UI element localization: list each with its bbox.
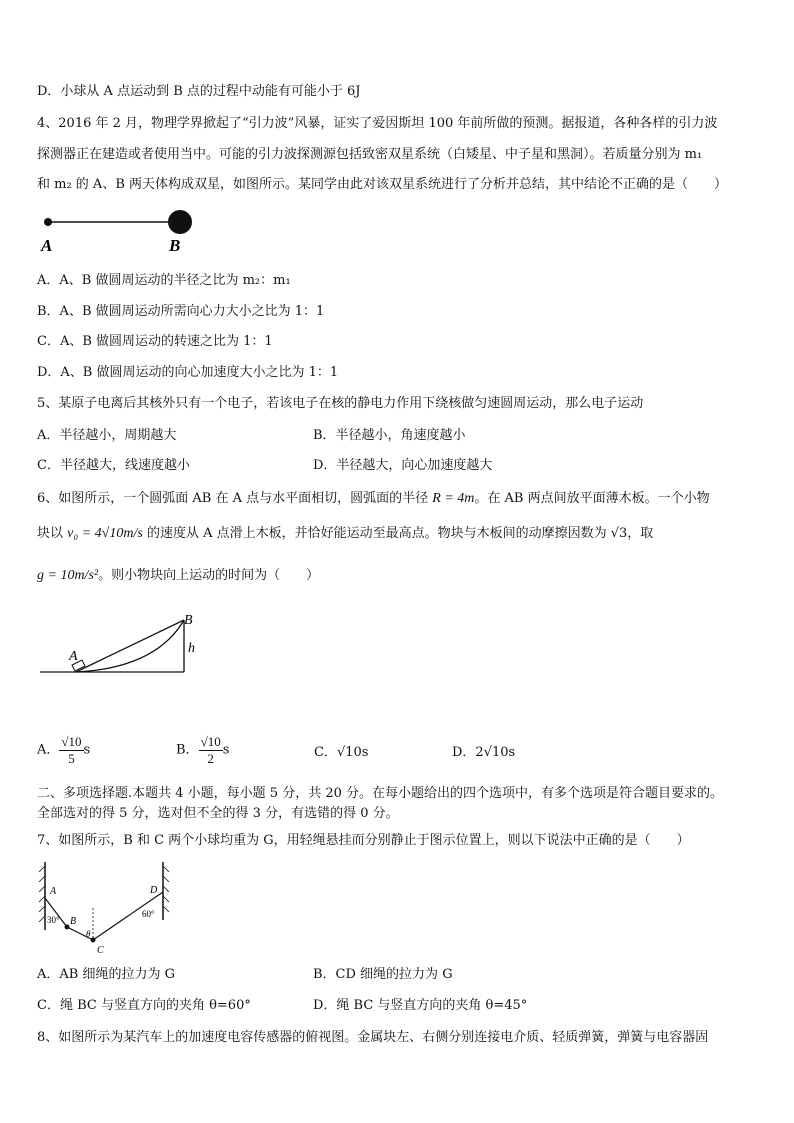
q6-option-b-num: √10 xyxy=(200,734,221,749)
q4-option-a: A．A、B 做圆周运动的半径之比为 m₂：m₁ xyxy=(37,273,291,288)
q6-option-b-fraction xyxy=(199,734,223,767)
q5-option-c: C．半径越大，线速度越小 xyxy=(37,458,190,473)
q7-stem: 7、如图所示，B 和 C 两个小球均重为 G，用轻绳悬挂而分别静止于图示位置上，则以下说法中正确的是（ ） xyxy=(37,833,690,848)
q6-stem-line2-b: 的速度从 A 点滑上木板，并恰好能运动至最高点。物块与木板间的动摩擦因数为 √3，取 xyxy=(142,526,654,541)
q7-option-a: A．AB 细绳的拉力为 G xyxy=(37,967,175,982)
fig7-label-c: C xyxy=(97,945,104,956)
hanging-balls-figure xyxy=(36,858,176,958)
star-a-label: A xyxy=(41,236,53,255)
star-a-dot xyxy=(44,218,52,226)
ball-c xyxy=(91,938,96,943)
q6-stem-line3 xyxy=(37,568,319,584)
q7-option-b: B．CD 细绳的拉力为 G xyxy=(313,967,453,982)
q6-radius: R = 4m xyxy=(432,491,475,506)
q5-option-a: A．半径越小，周期越大 xyxy=(37,428,177,443)
q6-option-a xyxy=(37,734,90,767)
q8-stem: 8、如图所示为某汽车上的加速度电容传感器的俯视图。金属块左、右侧分别连接电介质、轻质弹簧，弹簧与电容器固 xyxy=(37,1030,709,1045)
q6-option-b xyxy=(176,734,229,767)
q6-option-b-den: 2 xyxy=(207,751,214,766)
q6-option-c: C．√10s xyxy=(314,745,369,760)
q6-stem-line3-b: 。则小物块向上运动的时间为（ ） xyxy=(98,568,320,583)
q6-option-b-label: B． xyxy=(176,742,199,758)
board-line xyxy=(76,620,184,672)
q6-stem-line1-a: 6、如图所示，一个圆弧面 AB 在 A 点与水平面相切，圆弧面的半径 xyxy=(37,491,433,506)
fig7-label-a: A xyxy=(50,886,57,897)
q6-gravity: g = 10m/s² xyxy=(37,568,99,583)
q7-option-c: C．绳 BC 与竖直方向的夹角 θ=60° xyxy=(37,998,251,1013)
left-wall-hatch xyxy=(39,866,45,922)
q3-option-d: D．小球从 A 点运动到 B 点的过程中动能有可能小于 6J xyxy=(37,84,361,99)
q5-stem: 5、某原子电离后其核外只有一个电子，若该电子在核的静电力作用下绕核做匀速圆周运动，那么电子运动 xyxy=(37,396,644,411)
q4-option-d: D．A、B 做圆周运动的向心加速度大小之比为 1：1 xyxy=(37,365,339,380)
q4-stem-line1: 4、2016 年 2 月，物理学界掀起了“引力波”风暴，证实了爱因斯坦 100 年前所做的预测。据报道，各种各样的引力波 xyxy=(37,116,718,131)
q6-stem-line1-b: 。在 AB 两点间放平面薄木板。一个小物 xyxy=(474,491,710,506)
right-wall-hatch xyxy=(163,866,169,912)
fig7-label-b: B xyxy=(70,916,77,927)
q6-option-a-den: 5 xyxy=(68,751,75,766)
fig7-angle-30: 30° xyxy=(47,915,60,925)
q6-option-a-unit: s xyxy=(83,742,91,758)
q6-option-b-unit: s xyxy=(222,742,230,758)
q5-option-b: B．半径越小，角速度越小 xyxy=(313,428,466,443)
fig7-label-d: D xyxy=(150,885,158,896)
q4-option-b: B．A、B 做圆周运动所需向心力大小之比为 1：1 xyxy=(37,304,325,319)
q4-stem-line3: 和 m₂ 的 A、B 两天体构成双星，如图所示。某同学由此对该双星系统进行了分析并总结，其中结论不正确的是（ ） xyxy=(37,177,728,192)
q6-stem-line2-a: 块以 xyxy=(37,526,68,541)
q4-option-c: C．A、B 做圆周运动的转速之比为 1：1 xyxy=(37,334,273,349)
q6-option-a-label: A． xyxy=(37,742,60,758)
fig-label-a: A xyxy=(69,649,78,664)
ball-b xyxy=(65,925,70,930)
q6-option-d: D．2√10s xyxy=(452,745,516,760)
q5-option-d: D．半径越大，向心加速度越大 xyxy=(313,458,493,473)
q6-option-a-fraction xyxy=(59,734,83,767)
fig-label-b: B xyxy=(184,613,193,628)
star-b-label: B xyxy=(169,236,181,255)
fig-label-h: h xyxy=(188,641,195,656)
q6-stem-line1 xyxy=(37,491,710,507)
q7-option-d: D．绳 BC 与竖直方向的夹角 θ=45° xyxy=(313,998,528,1013)
section2-line2: 全部选对的得 5 分，选对但不全的得 3 分，有选错的得 0 分。 xyxy=(37,806,399,821)
q4-stem-line2: 探测器正在建造或者使用当中。可能的引力波探测源包括致密双星系统（白矮星、中子星和黑洞）。若质量分别为 m₁ xyxy=(37,147,703,162)
binary-star-figure xyxy=(30,205,210,255)
incline-arc-figure xyxy=(36,608,216,680)
section2-line1: 二、多项选择题.本题共 4 小题，每小题 5 分，共 20 分。在每小题给出的四个选项中，有多个选项是符合题目要求的。 xyxy=(37,786,724,801)
star-b-dot xyxy=(168,210,192,234)
q6-stem-line2 xyxy=(37,526,653,542)
fig7-angle-60: 60° xyxy=(142,909,155,919)
q6-option-a-num: √10 xyxy=(61,734,82,749)
fig7-theta: θ xyxy=(86,929,91,939)
q6-velocity: v₀ = 4√10m/s xyxy=(67,526,143,541)
